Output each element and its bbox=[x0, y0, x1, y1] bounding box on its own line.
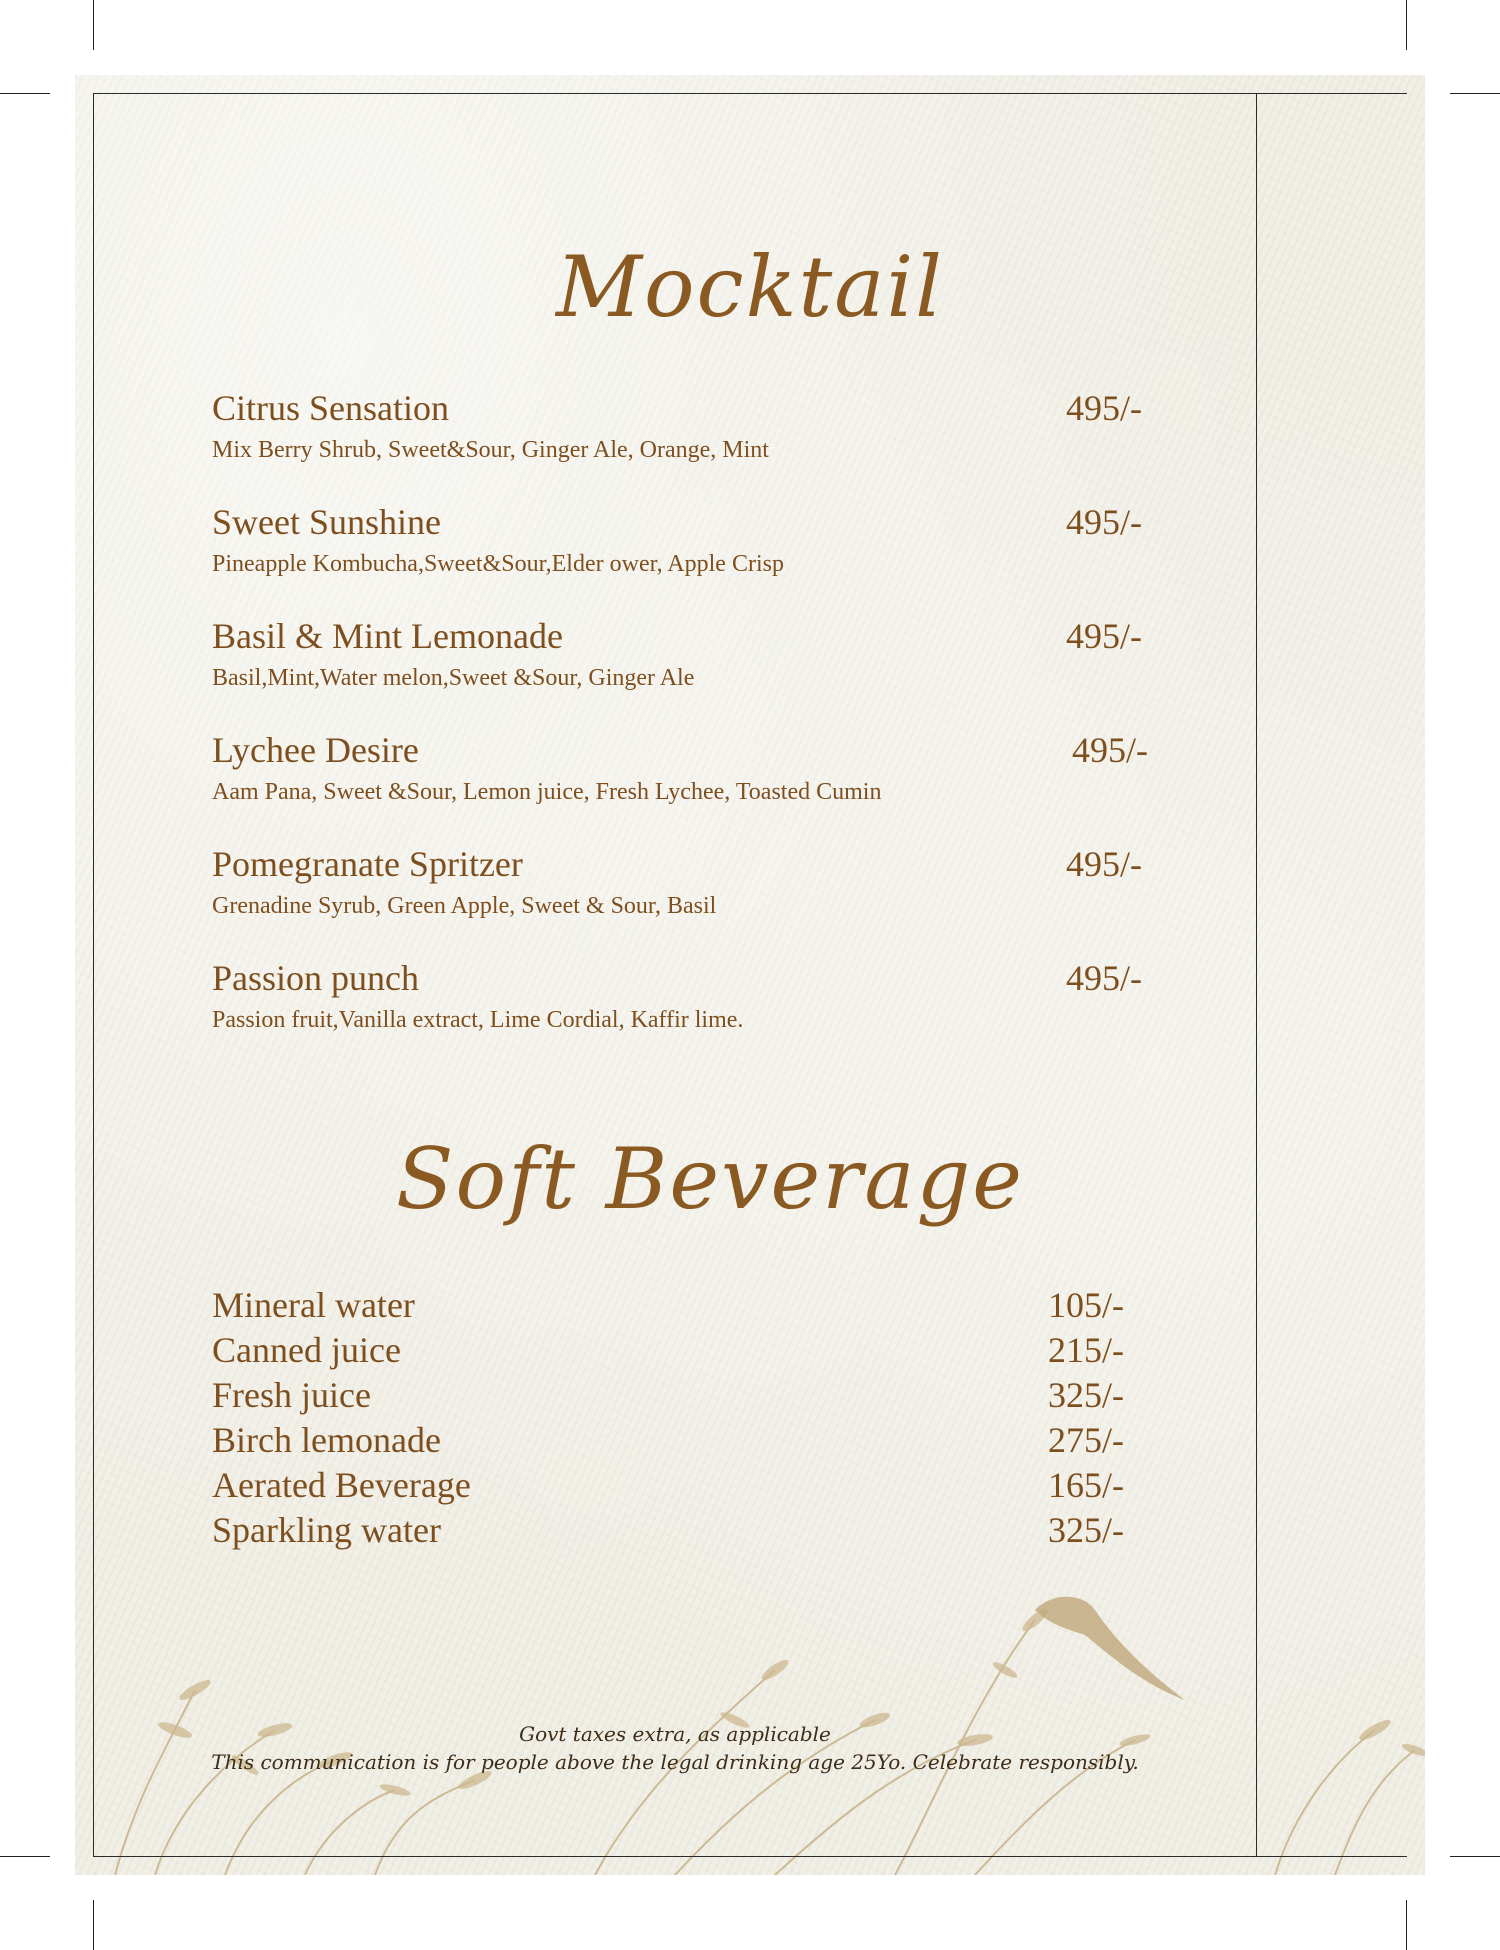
menu-item bbox=[212, 1374, 1142, 1419]
item-name: Birch lemonade bbox=[212, 1420, 441, 1460]
menu-item bbox=[212, 1284, 1142, 1329]
item-price: 495/- bbox=[1066, 388, 1142, 428]
frame-bottom-line bbox=[93, 1856, 1407, 1857]
item-description: Grenadine Syrub, Green Apple, Sweet & Sour, Basil bbox=[212, 893, 717, 919]
soft-beverage-heading: Soft Beverage bbox=[396, 1130, 1024, 1228]
crop-mark bbox=[1406, 1900, 1407, 1950]
soft-beverage-list bbox=[212, 1284, 1142, 1554]
menu-item bbox=[212, 1419, 1142, 1464]
item-description: Passion fruit,Vanilla extract, Lime Cordial, Kaffir lime. bbox=[212, 1007, 744, 1033]
frame-right-line bbox=[1256, 93, 1257, 1857]
menu-item bbox=[212, 1509, 1142, 1554]
menu-item bbox=[212, 387, 1142, 501]
item-price: 215/- bbox=[1048, 1330, 1124, 1370]
menu-item bbox=[212, 501, 1142, 615]
item-price: 495/- bbox=[1066, 844, 1142, 884]
item-name: Basil & Mint Lemonade bbox=[212, 616, 563, 656]
mocktail-list bbox=[212, 387, 1148, 1071]
item-name: Pomegranate Spritzer bbox=[212, 844, 523, 884]
item-name: Lychee Desire bbox=[212, 730, 419, 770]
item-name: Aerated Beverage bbox=[212, 1465, 471, 1505]
item-price: 325/- bbox=[1048, 1510, 1124, 1550]
item-description: Mix Berry Shrub, Sweet&Sour, Ginger Ale, Orange, Mint bbox=[212, 437, 769, 463]
item-price: 165/- bbox=[1048, 1465, 1124, 1505]
item-name: Sweet Sunshine bbox=[212, 502, 441, 542]
crop-mark bbox=[93, 1900, 94, 1950]
item-description: Aam Pana, Sweet &Sour, Lemon juice, Fresh Lychee, Toasted Cumin bbox=[212, 779, 882, 805]
item-name: Canned juice bbox=[212, 1330, 401, 1370]
crop-mark bbox=[1406, 0, 1407, 50]
item-description: Pineapple Kombucha,Sweet&Sour,Elder ower, Apple Crisp bbox=[212, 551, 784, 577]
item-name: Citrus Sensation bbox=[212, 388, 450, 428]
menu-item bbox=[212, 729, 1148, 843]
menu-item bbox=[212, 1464, 1142, 1509]
crop-mark bbox=[0, 93, 50, 94]
menu-item bbox=[212, 957, 1142, 1071]
crop-mark bbox=[1450, 93, 1500, 94]
item-name: Fresh juice bbox=[212, 1375, 371, 1415]
item-price: 275/- bbox=[1048, 1420, 1124, 1460]
frame-top-line bbox=[93, 93, 1407, 94]
item-price: 495/- bbox=[1066, 502, 1142, 542]
botanical-illustration bbox=[75, 1500, 1425, 1875]
crop-mark bbox=[93, 0, 94, 50]
crop-mark bbox=[1450, 1856, 1500, 1857]
item-name: Mineral water bbox=[212, 1285, 415, 1325]
tax-note: Govt taxes extra, as applicable bbox=[519, 1722, 831, 1746]
item-price: 325/- bbox=[1048, 1375, 1124, 1415]
item-price: 105/- bbox=[1048, 1285, 1124, 1325]
item-price: 495/- bbox=[1072, 730, 1148, 770]
item-price: 495/- bbox=[1066, 616, 1142, 656]
disclaimer: This communication is for people above the legal drinking age 25Yo. Celebrate responsibly. bbox=[211, 1750, 1139, 1774]
mocktail-heading: Mocktail bbox=[555, 238, 945, 336]
menu-item bbox=[212, 1329, 1142, 1374]
menu-item bbox=[212, 843, 1142, 957]
frame-left-line bbox=[93, 93, 94, 1857]
item-name: Passion punch bbox=[212, 958, 419, 998]
item-name: Sparkling water bbox=[212, 1510, 441, 1550]
item-price: 495/- bbox=[1066, 958, 1142, 998]
crop-mark bbox=[0, 1856, 50, 1857]
menu-item bbox=[212, 615, 1142, 729]
item-description: Basil,Mint,Water melon,Sweet &Sour, Ginger Ale bbox=[212, 665, 695, 691]
